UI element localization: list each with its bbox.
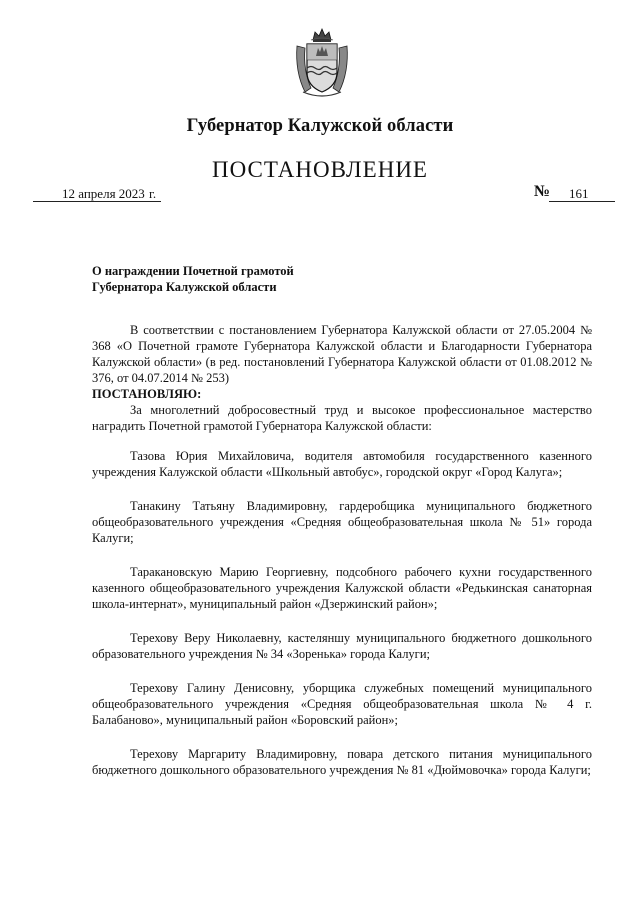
document-body (92, 322, 592, 778)
awardee-paragraph: Терехову Веру Николаевну, кастеляншу муниципального бюджетного дошкольного образовательного учреждения № 34 «Зоренька» города Калуги; (92, 631, 592, 661)
awardee-paragraph: Таракановскую Марию Георгиевну, подсобного рабочего кухни государственного казенного общеобразовательного учреждения Калужской области «Редькинская санаторная школа-интернат», муниципальный район «Дзержинский район»; (92, 565, 592, 611)
subject-line-1: О награждении Почетной грамотой (92, 264, 294, 278)
kaluga-coat-of-arms-icon (291, 26, 353, 98)
decree-word: ПОСТАНОВЛЯЮ: (92, 387, 202, 401)
awardee-paragraph: Терехову Галину Денисовну, уборщика служебных помещений муниципального общеобразовательного учреждения «Средняя общеобразовательная школа № 4 г. Балабаново», муниципальный район «Боровский район»; (92, 681, 592, 727)
document-type-title: ПОСТАНОВЛЕНИЕ (212, 157, 428, 182)
preamble-paragraph: В соответствии с постановлением Губернатора Калужской области от 27.05.2004 № 368 «О Почетной грамоте Губернатора Калужской области и Благодарности Губернатора Калужской области» (в ред. постановлений Губернатора Калужской области от 01.08.2012 № 376, от 04.07.2014 № 253) (92, 323, 592, 385)
document-date-suffix: г. (149, 186, 157, 201)
document-number-label: № (534, 183, 551, 200)
intro-paragraph: За многолетний добросовестный труд и высокое профессиональное мастерство наградить Почетной грамотой Губернатора Калужской области: (92, 403, 592, 433)
awardee-paragraph: Тазова Юрия Михайловича, водителя автомобиля государственного казенного учреждения Калужской области «Школьный автобус», городской округ «Город Калуга»; (92, 449, 592, 479)
document-subject (92, 263, 372, 295)
document-number: 161 (549, 186, 615, 202)
awardee-paragraph: Терехову Маргариту Владимировну, повара детского питания муниципального бюджетного дошкольного образовательного учреждения № 81 «Дюймовочка» города Калуги; (92, 747, 592, 777)
issuing-authority: Губернатор Калужской области (186, 116, 454, 136)
subject-line-2: Губернатора Калужской области (92, 280, 277, 294)
document-date: 12 апреля 2023 (33, 186, 161, 202)
awardee-paragraph: Танакину Татьяну Владимировну, гардеробщика муниципального бюджетного общеобразовательного учреждения «Средняя общеобразовательная школа № 51» города Калуги; (92, 499, 592, 545)
